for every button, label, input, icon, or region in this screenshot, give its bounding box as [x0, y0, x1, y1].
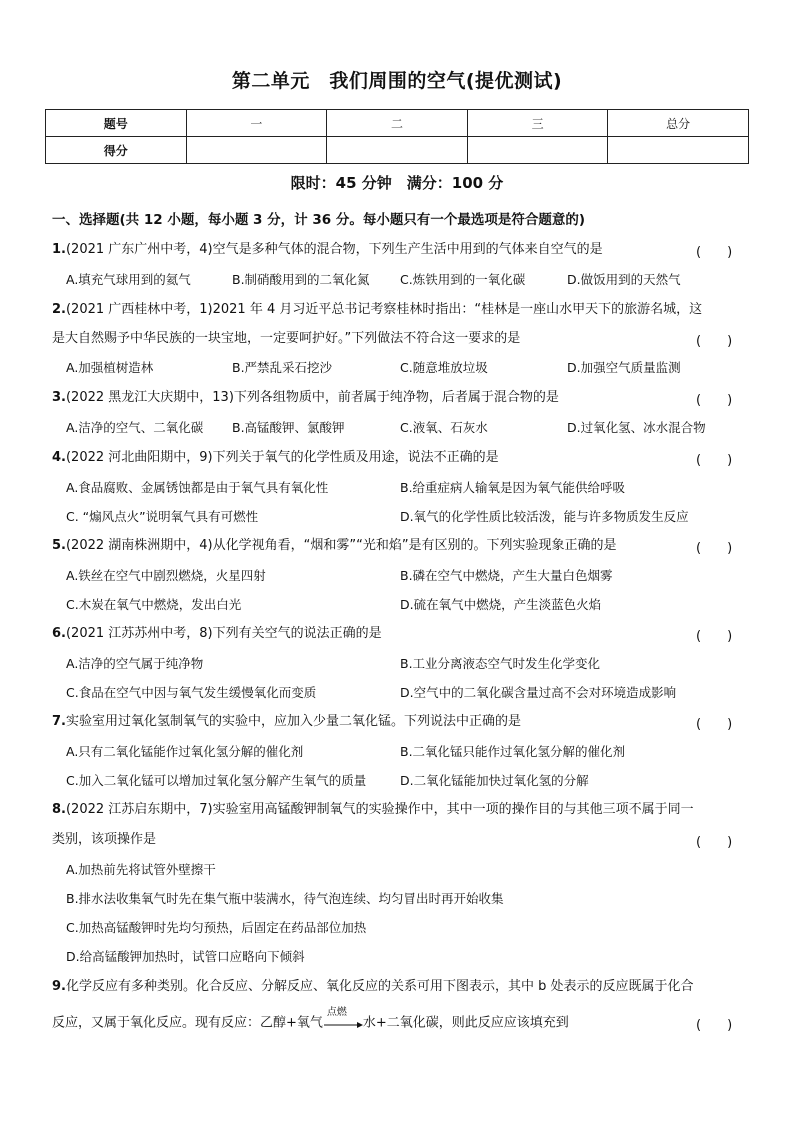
- answer-blank[interactable]: ( ): [696, 334, 733, 349]
- option-c: C.随意堆放垃圾: [400, 360, 488, 375]
- score-header-cell: 总分: [608, 110, 749, 137]
- option-a: A.加热前先将试管外壁擦干: [66, 862, 216, 877]
- option-b: B.磷在空气中燃烧，产生大量白色烟雾: [400, 568, 613, 583]
- question-6: [52, 625, 382, 643]
- score-header-cell: 一: [186, 110, 327, 137]
- question-5: [52, 537, 617, 555]
- answer-blank[interactable]: ( ): [696, 835, 733, 850]
- question-number: 4.: [52, 450, 66, 465]
- option-d: D.给高锰酸钾加热时，试管口应略向下倾斜: [66, 949, 305, 964]
- answer-blank[interactable]: ( ): [696, 1018, 733, 1033]
- reaction-arrow: [323, 1007, 363, 1032]
- option-d: D.加强空气质量监测: [567, 360, 681, 375]
- question-text: 反应，又属于氧化反应。现有反应：乙醇+氧气: [52, 1015, 323, 1031]
- question-number: 7.: [52, 714, 66, 729]
- option-c: C.炼铁用到的一氧化碳: [400, 272, 526, 287]
- option-c: C.食品在空气中因与氧气发生缓慢氧化而变质: [66, 685, 317, 700]
- answer-blank[interactable]: ( ): [696, 717, 733, 732]
- score-table-header-row: [46, 110, 749, 137]
- question-2: [52, 301, 702, 319]
- option-c: C.液氧、石灰水: [400, 420, 488, 435]
- option-b: B.严禁乱采石挖沙: [232, 360, 333, 375]
- option-a: A.铁丝在空气中剧烈燃烧，火星四射: [66, 568, 266, 583]
- option-a: A.填充气球用到的氦气: [66, 272, 191, 287]
- option-c: C.木炭在氧气中燃烧，发出白光: [66, 597, 242, 612]
- option-d: D.做饭用到的天然气: [567, 272, 681, 287]
- answer-blank[interactable]: ( ): [696, 245, 733, 260]
- option-a: A.加强植树造林: [66, 360, 154, 375]
- question-text: 水+二氧化碳，则此反应应该填充到: [362, 1015, 569, 1031]
- score-row-label: 得分: [46, 137, 187, 164]
- question-8-line-2: 类别，该项操作是: [52, 832, 157, 847]
- question-number: 2.: [52, 302, 66, 317]
- option-d: D.二氧化锰能加快过氧化氢的分解: [400, 773, 589, 788]
- option-a: A.只有二氧化锰能作过氧化氢分解的催化剂: [66, 744, 304, 759]
- score-table-score-row: [46, 137, 749, 164]
- score-cell[interactable]: [608, 137, 749, 164]
- score-cell[interactable]: [467, 137, 608, 164]
- question-9-line-2: [52, 1007, 569, 1033]
- question-number: 3.: [52, 390, 66, 405]
- question-text: (2022 江苏启东期中，7)实验室用高锰酸钾制氧气的实验操作中，其中一项的操作目的与其他三项不属于同一: [65, 802, 694, 817]
- option-b: B.高锰酸钾、氯酸钾: [232, 420, 345, 435]
- score-cell[interactable]: [186, 137, 327, 164]
- score-header-cell: 二: [327, 110, 468, 137]
- question-number: 5.: [52, 538, 66, 553]
- answer-blank[interactable]: ( ): [696, 453, 733, 468]
- question-number: 1.: [52, 242, 66, 257]
- question-text: 实验室用过氧化氢制氧气的实验中，应加入少量二氧化锰。下列说法中正确的是: [65, 714, 521, 729]
- arrow-icon: [323, 1022, 363, 1028]
- question-text: (2021 广东广州中考，4)空气是多种气体的混合物，下列生产生活中用到的气体来自空气的是: [65, 242, 603, 257]
- score-header-cell: 三: [467, 110, 608, 137]
- question-text: (2022 河北曲阳期中，9)下列关于氧气的化学性质及用途，说法不正确的是: [65, 450, 499, 465]
- option-c: C.加热高锰酸钾时先均匀预热，后固定在药品部位加热: [66, 920, 367, 935]
- section-heading: 一、选择题(共 12 小题，每小题 3 分，计 36 分。每小题只有一个最选项是符合题意的): [52, 212, 586, 228]
- answer-blank[interactable]: ( ): [696, 541, 733, 556]
- question-number: 9.: [52, 979, 66, 994]
- option-a: A.食品腐败、金属锈蚀都是由于氧气具有氧化性: [66, 480, 329, 495]
- option-c: C. “煽风点火”说明氧气具有可燃性: [66, 509, 259, 524]
- question-9: [52, 978, 694, 996]
- question-text: 化学反应有多种类别。化合反应、分解反应、氧化反应的关系可用下图表示，其中 b 处表示的反应既属于化合: [65, 979, 694, 994]
- option-b: B.排水法收集氧气时先在集气瓶中装满水，待气泡连续、均匀冒出时再开始收集: [66, 891, 504, 906]
- question-text: (2021 广西桂林中考，1)2021 年 4 月习近平总书记考察桂林时指出：“桂林是一座山水甲天下的旅游名城，这: [65, 302, 703, 317]
- score-header-cell: 题号: [46, 110, 187, 137]
- option-d: D.空气中的二氧化碳含量过高不会对环境造成影响: [400, 685, 677, 700]
- question-text: (2022 黑龙江大庆期中，13)下列各组物质中，前者属于纯净物，后者属于混合物的是: [65, 390, 559, 405]
- option-a: A.洁净的空气、二氧化碳: [66, 420, 204, 435]
- question-1: [52, 241, 603, 259]
- reaction-condition: 点燃: [326, 1007, 347, 1018]
- question-7: [52, 713, 521, 731]
- option-c: C.加入二氧化锰可以增加过氧化氢分解产生氧气的质量: [66, 773, 367, 788]
- question-3: [52, 389, 559, 407]
- score-cell[interactable]: [327, 137, 468, 164]
- option-b: B.二氧化锰只能作过氧化氢分解的催化剂: [400, 744, 626, 759]
- option-d: D.过氧化氢、冰水混合物: [567, 420, 706, 435]
- page-title: 第二单元 我们周围的空气(提优测试): [231, 70, 563, 92]
- answer-blank[interactable]: ( ): [696, 393, 733, 408]
- option-a: A.洁净的空气属于纯净物: [66, 656, 204, 671]
- question-text: (2022 湖南株洲期中，4)从化学视角看，“烟和雾”“光和焰”是有区别的。下列实验现象正确的是: [65, 538, 617, 553]
- question-number: 6.: [52, 626, 66, 641]
- question-4: [52, 449, 499, 467]
- question-2-line-2: 是大自然赐予中华民族的一块宝地，一定要呵护好。”下列做法不符合这一要求的是: [52, 331, 521, 346]
- option-b: B.工业分离液态空气时发生化学变化: [400, 656, 601, 671]
- time-limit-line: 限时：45 分钟 满分：100 分: [290, 174, 504, 192]
- question-number: 8.: [52, 802, 66, 817]
- option-d: D.硫在氧气中燃烧，产生淡蓝色火焰: [400, 597, 602, 612]
- option-d: D.氧气的化学性质比较活泼，能与许多物质发生反应: [400, 509, 689, 524]
- question-text: (2021 江苏苏州中考，8)下列有关空气的说法正确的是: [65, 626, 382, 641]
- option-b: B.给重症病人输氧是因为氧气能供给呼吸: [400, 480, 626, 495]
- question-8: [52, 801, 694, 819]
- option-b: B.制硝酸用到的二氧化氮: [232, 272, 370, 287]
- answer-blank[interactable]: ( ): [696, 629, 733, 644]
- score-table: [45, 109, 749, 164]
